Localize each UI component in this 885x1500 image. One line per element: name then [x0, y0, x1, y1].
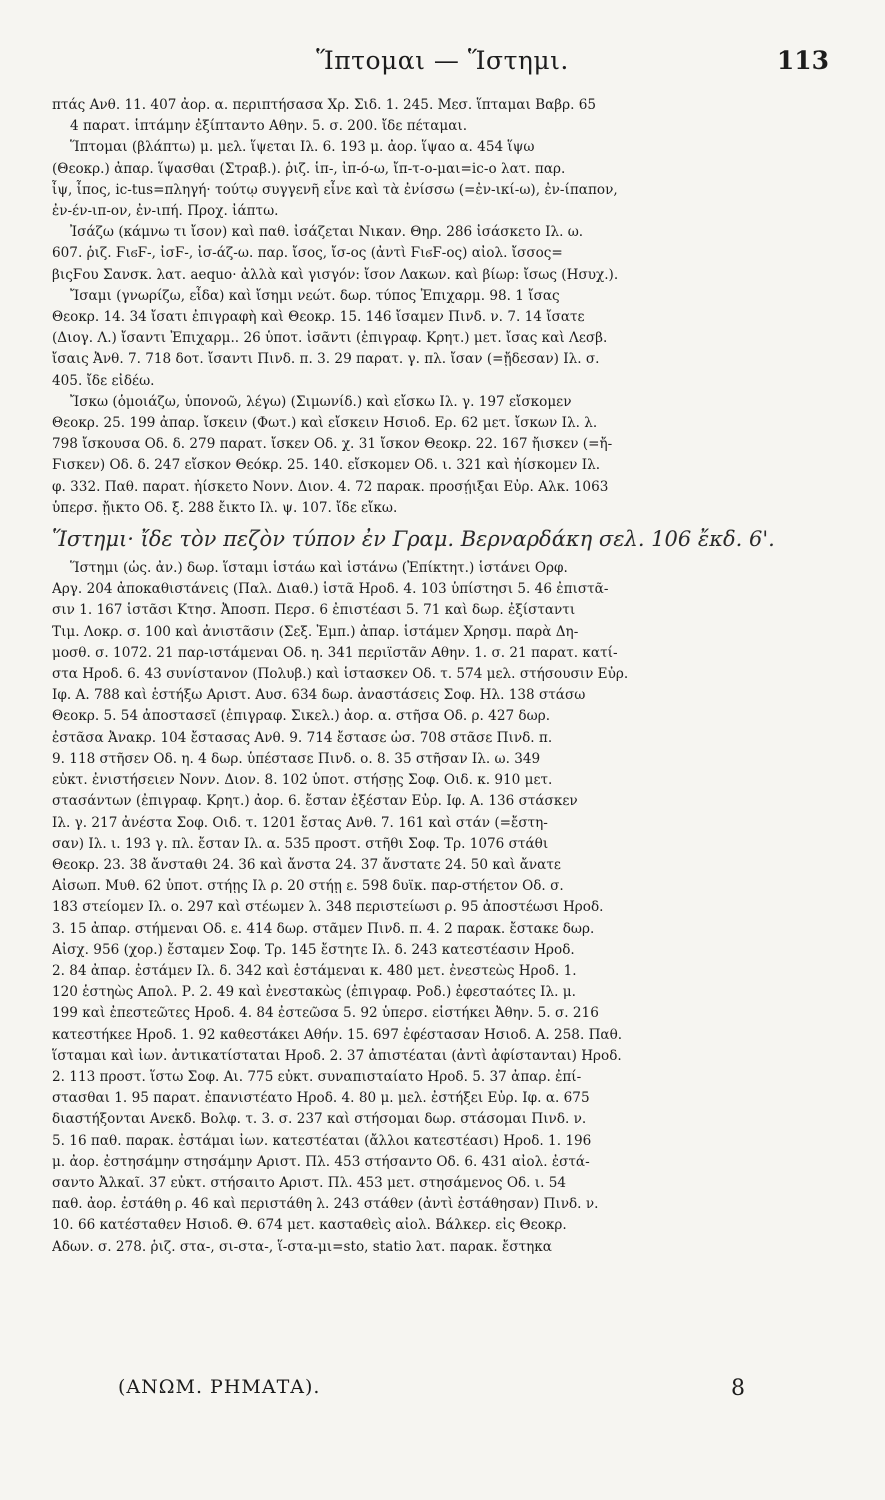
text-line: μ. ἀορ. ἐστησάμην στησάμην Αριστ. Πλ. 453 στήσαντο Οδ. 6. 431 αἰολ. ἐστά- [52, 1153, 590, 1170]
text-line: ὑπερσ. ᾔικτο Οδ. ξ. 288 ἔικτο Ιλ. ψ. 107. ἴδε εἴκω. [52, 499, 398, 516]
text-line: βιςϜου Σανσκ. λατ. aequo· ἀλλὰ καὶ γισγόν: ἴσον Λακων. καὶ βίωρ: ἴσως (Ησυχ.). [52, 266, 619, 283]
text-line: φ. 332. Παθ. παρατ. ἠίσκετο Νονν. Διον. 4. 72 παρακ. προσῄιξαι Εὐρ. Αλκ. 1063 [52, 478, 609, 495]
text-line: ἴσαις Ἀνθ. 7. 718 δοτ. ἴσαντι Πινδ. π. 3. 29 παρατ. γ. πλ. ἴσαν (=ᾔδεσαν) Ιλ. σ. [52, 351, 600, 368]
text-line: πτάς Ανθ. 11. 407 ἀορ. α. περιπτήσασα Χρ. Σιδ. 1. 245. Μεσ. ἵπταμαι Βαβρ. 65 [52, 97, 597, 113]
entry-iptomai: Ἵπτομαι (βλάπτω) μ. μελ. ἵψεται Ιλ. 6. 193 μ. ἀορ. ἵψαο α. 454 ἵψω [70, 139, 535, 156]
text-line: 607. ῥιζ. ϜιϭϜ-, ἰσϜ-, ἰσ-άζ-ω. παρ. ἴσος, ἴσ-ος (ἀντὶ ϜιϭϜ-ος) αἰολ. ἴσσος= [52, 245, 563, 262]
text-line: Θεοκρ. 23. 38 ἄνσταθι 24. 36 καὶ ἄνστα 24. 37 ἄνστατε 24. 50 καὶ ἄνατε [52, 856, 561, 873]
entry-istemi: Ἵστημι (ὡς. ἀν.) δωρ. ἵσταμι ἱστάω καὶ ἱστάνω (Ἐπίκτητ.) ἱστάνει Ορφ. [70, 560, 568, 577]
entry-isko: Ἴσκω (ὁμοιάζω, ὑπονοῶ, λέγω) (Σιμωνίδ.) καὶ εἴσκω Ιλ. γ. 197 εἴσκομεν [70, 393, 572, 410]
entry-isazo: Ἰσάζω (κάμνω τι ἴσον) καὶ παθ. ἰσάζεται Νικαν. Θηρ. 286 ἰσάσκετο Ιλ. ω. [70, 224, 584, 241]
text-line: μοσθ. σ. 1072. 21 παρ-ιστάμεναι Οδ. η. 341 περιϊστᾶν Αθην. 1. σ. 21 παρατ. κατί- [52, 644, 618, 661]
text-line: Ϝισκεν) Οδ. δ. 247 εἴσκον Θεόκρ. 25. 140. εἴσκομεν Οδ. ι. 321 καὶ ἠίσκομεν Ιλ. [52, 457, 601, 474]
text-line: ἵσταμαι καὶ ἰων. ἀντικατίσταται Ηροδ. 2. 37 ἀπιστέαται (ἀντὶ ἀφίστανται) Ηροδ. [52, 1047, 622, 1064]
text-line: Ιλ. γ. 217 ἀνέστα Σοφ. Οιδ. τ. 1201 ἔστας Ανθ. 7. 161 καὶ στάν (=ἔστη- [52, 814, 548, 831]
text-line: (Θεοκρ.) ἀπαρ. ἵψασθαι (Στραβ.). ῥιζ. ἱπ-, ἰπ-ό-ω, ἴπ-τ-ο-μαι=ic-o λατ. παρ. [52, 160, 566, 177]
page-number: 113 [776, 46, 829, 75]
text-line: 3. 15 ἀπαρ. στήμεναι Οδ. ε. 414 δωρ. στᾶμεν Πινδ. π. 4. 2 παρακ. ἔστακε δωρ. [52, 920, 595, 937]
text-line: Αδων. σ. 278. ῥιζ. στα-, σι-στα-, ἵ-στα-μι=sto, statio λατ. παρακ. ἔστηκα [52, 1238, 552, 1255]
signature-mark: (ΑΝΩΜ. ΡΗΜΑΤΑ). [118, 1376, 321, 1398]
text-line: στα Ηροδ. 6. 43 συνίστανον (Πολυβ.) καὶ ἱστασκεν Οδ. τ. 574 μελ. στήσουσιν Εὐρ. [52, 666, 629, 683]
text-line: εὐκτ. ἐνιστήσειεν Νονν. Διον. 8. 102 ὑποτ. στήσῃς Σοφ. Οιδ. κ. 910 μετ. [52, 772, 553, 789]
text-line: σαν) Ιλ. ι. 193 γ. πλ. ἔσταν Ιλ. α. 535 προστ. στῆθι Σοφ. Τρ. 1076 στάθι [52, 835, 549, 852]
text-line: 183 στείομεν Ιλ. ο. 297 καὶ στέωμεν λ. 348 περιστείωσι ρ. 95 ἀποστέωσι Ηροδ. [52, 899, 604, 916]
text-line: 9. 118 στῆσεν Οδ. η. 4 δωρ. ὑπέστασε Πινδ. ο. 8. 35 στῆσαν Ιλ. ω. 349 [52, 750, 541, 767]
text-line: ἐν-έν-ιπ-ον, ἐν-ιπή. Προχ. ἰάπτω. [52, 203, 279, 220]
text-line: 5. 16 παθ. παρακ. ἐστάμαι ἰων. κατεστέαται (ἄλλοι κατεστέασι) Ηροδ. 1. 196 [52, 1132, 592, 1149]
text-line: Θεοκρ. 14. 34 ἴσατι ἐπιγραφὴ καὶ Θεοκρ. 15. 146 ἴσαμεν Πινδ. ν. 7. 14 ἴσατε [52, 309, 585, 326]
text-line: στασθαι 1. 95 παρατ. ἐπανιστέατο Ηροδ. 4. 80 μ. μελ. ἐστήξει Εὐρ. Ιφ. α. 675 [52, 1090, 590, 1107]
text-line: παθ. ἀορ. ἐστάθη ρ. 46 καὶ περιστάθη λ. 243 στάθεν (ἀντὶ ἐστάθησαν) Πινδ. ν. [52, 1196, 599, 1213]
text-line: Θεοκρ. 5. 54 ἀποστασεῖ (ἐπιγραφ. Σικελ.) ἀορ. α. στῆσα Οδ. ρ. 427 δωρ. [52, 708, 551, 725]
text-line: κατεστήκεε Ηροδ. 1. 92 καθεστάκει Αθήν. 15. 697 ἐφέστασαν Ησιοδ. Α. 258. Παθ. [52, 1026, 623, 1043]
sheet-number: 8 [731, 1376, 745, 1401]
text-line: σιν 1. 167 ἱστᾶσι Κτησ. Ἀποσπ. Περσ. 6 ἐπιστέασι 5. 71 καὶ δωρ. ἐξίσταντι [52, 602, 576, 619]
dictionary-body [52, 95, 833, 1258]
text-line: 10. 66 κατέσταθεν Ησιοδ. Θ. 674 μετ. κασταθεὶς αἰολ. Βάλκερ. εἰς Θεοκρ. [52, 1217, 567, 1234]
text-line: 199 καὶ ἐπεστεῶτες Ηροδ. 4. 84 ἐστεῶσα 5. 92 ὑπερσ. εἱστήκει Ἀθην. 5. σ. 216 [52, 1005, 599, 1022]
entry-isami: Ἴσαμι (γνωρίζω, εἶδα) καὶ ἴσημι νεώτ. δωρ. τύπος Ἐπιχαρμ. 98. 1 ἴσας [70, 287, 560, 304]
text-line: Αργ. 204 ἀποκαθιστάνεις (Παλ. Διαθ.) ἱστᾶ Ηροδ. 4. 103 ὑπίστησι 5. 46 ἐπιστᾶ- [52, 581, 609, 598]
page-footer [118, 1376, 745, 1410]
text-line: στασάντων (ἐπιγραφ. Κρητ.) ἀορ. 6. ἔσταν ἐξέσταν Εὐρ. Ιφ. Α. 136 στάσκεν [52, 793, 578, 810]
text-line: Αἰσχ. 956 (χορ.) ἔσταμεν Σοφ. Τρ. 145 ἔστητε Ιλ. δ. 243 κατεστέασιν Ηροδ. [52, 941, 575, 958]
text-line: 2. 84 ἀπαρ. ἐστάμεν Ιλ. δ. 342 καὶ ἑστάμεναι κ. 480 μετ. ἐνεστεὼς Ηροδ. 1. [52, 962, 577, 979]
text-line: 4 παρατ. ἱπτάμην ἐξίπταντο Αθην. 5. σ. 200. ἴδε πέταμαι. [70, 118, 468, 135]
text-line: ἐστᾶσα Ἀνακρ. 104 ἔστασας Ανθ. 9. 714 ἔστασε ὡσ. 708 στᾶσε Πινδ. π. [52, 729, 553, 746]
text-line: Ιφ. Α. 788 καὶ ἑστήξω Αριστ. Αυσ. 634 δωρ. ἀναστάσεις Σοφ. Ηλ. 138 στάσω [52, 687, 586, 704]
text-line: 2. 113 προστ. ἵστω Σοφ. Αι. 775 εὐκτ. συναπισταίατο Ηροδ. 5. 37 ἀπαρ. ἐπί- [52, 1068, 582, 1085]
running-head [52, 46, 833, 86]
text-line: Θεοκρ. 25. 199 ἀπαρ. ἴσκειν (Φωτ.) καὶ εἴσκειν Ησιοδ. Ερ. 62 μετ. ἴσκων Ιλ. λ. [52, 415, 598, 432]
text-line: σαντο Ἀλκαῖ. 37 εὐκτ. στήσαιτο Αριστ. Πλ. 453 μετ. στησάμενος Οδ. ι. 54 [52, 1174, 567, 1191]
text-line: διαστήξονται Ανεκδ. Βολφ. τ. 3. σ. 237 καὶ στήσομαι δωρ. στάσομαι Πινδ. ν. [52, 1111, 587, 1128]
text-line: ἶψ, ἶπος, ic-tus=πληγή· τούτῳ συγγενῆ εἶνε καὶ τὰ ἐνίσσω (=ἐν-ικί-ω), ἐν-ίπαπον, [52, 181, 618, 198]
text-line: Τιμ. Λοκρ. σ. 100 καὶ ἀνιστᾶσιν (Σεξ. Ἐμπ.) ἀπαρ. ἱστάμεν Χρησμ. παρὰ Δη- [52, 623, 579, 640]
text-line: 798 ἴσκουσα Οδ. δ. 279 παρατ. ἴσκεν Οδ. χ. 31 ἴσκον Θεοκρ. 22. 167 ἤισκεν (=ἤ- [52, 436, 613, 453]
handwritten-note: Ἵστημι· ἴδε τὸν πεζὸν τύπον ἐν Γραμ. Βερναρδάκη σελ. 106 ἔκδ. 6'. [52, 527, 775, 552]
text-line: 120 ἑστηὼς Απολ. Ρ. 2. 49 καὶ ἐνεστακὼς (ἐπιγραφ. Ροδ.) ἐφεσταότες Ιλ. μ. [52, 984, 576, 1001]
text-line: Αἰσωπ. Μυθ. 62 ὑποτ. στήῃς Ιλ ρ. 20 στήῃ ε. 598 δυϊκ. παρ-στήετον Οδ. σ. [52, 878, 564, 895]
text-line: 405. ἴδε εἰδέω. [52, 372, 155, 389]
text-line: (Διογ. Λ.) ἴσαντι Ἐπιχαρμ.. 26 ὑποτ. ἰσᾶντι (ἐπιγραφ. Κρητ.) μετ. ἴσας καὶ Λεσβ. [52, 330, 608, 347]
running-title: Ἵπτομαι — Ἵστημι. [316, 46, 569, 75]
